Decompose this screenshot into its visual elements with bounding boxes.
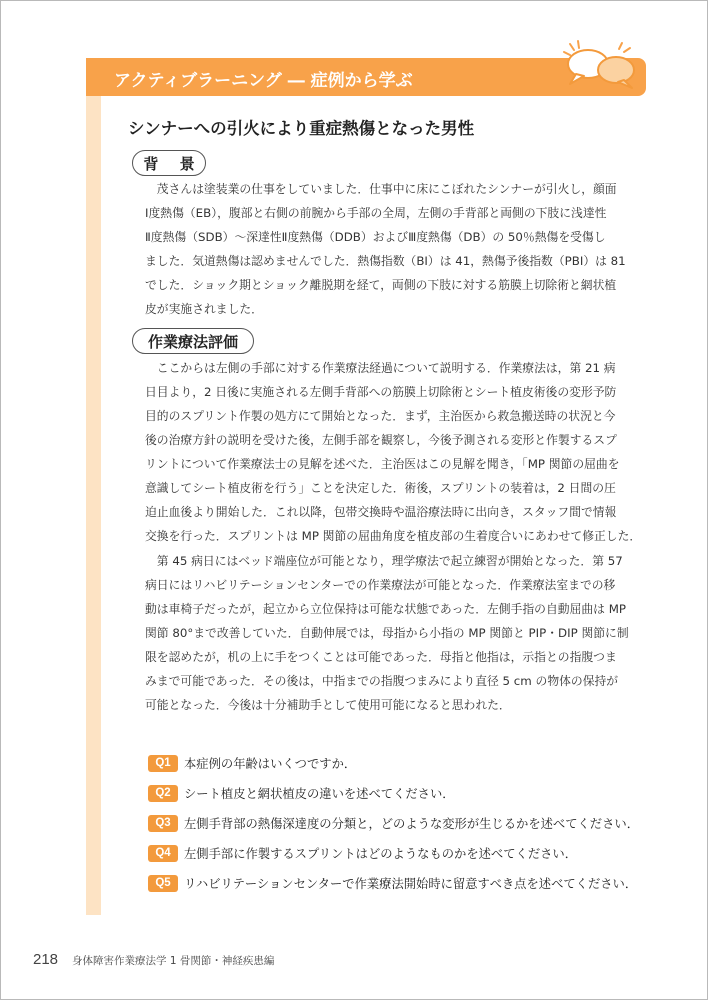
question-badge: Q1 xyxy=(148,755,178,772)
question-text: シート植皮と網状植皮の違いを述べてください． xyxy=(184,787,455,801)
text-line: みまで可能であった．その後は，中指までの指腹つまみにより直径 5 cm の物体の保持が xyxy=(145,674,619,688)
text-line: Ⅱ度熱傷（SDB）～深達性Ⅱ度熱傷（DDB）およびⅢ度熱傷（DB）の 50％熱傷を受傷し xyxy=(145,230,606,244)
question-item xyxy=(148,868,648,898)
question-badge: Q2 xyxy=(148,785,178,802)
background-paragraph xyxy=(145,177,635,321)
evaluation-heading: 作業療法評価 xyxy=(132,328,254,354)
case-title: シンナーへの引火により重症熱傷となった男性 xyxy=(128,119,475,138)
text-line: ここからは左側の手部に対する作業療法経過について説明する．作業療法は，第 21 病 xyxy=(145,361,616,375)
page-footer xyxy=(33,951,274,968)
text-line: 第 45 病日にはベッド端座位が可能となり，理学療法で起立練習が開始となった．第 57 xyxy=(145,554,623,568)
question-item xyxy=(148,838,648,868)
question-item xyxy=(148,808,648,838)
question-item xyxy=(148,778,648,808)
question-text: リハビリテーションセンターで作業療法開始時に留意すべき点を述べてください． xyxy=(184,877,638,891)
text-line: でした．ショック期とショック離脱期を経て，両側の下肢に対する筋膜上切除術と網状植 xyxy=(145,278,617,292)
text-line: 意識してシート植皮術を行う」ことを決定した．術後，スプリントの装着は，2 日間の圧 xyxy=(145,481,616,495)
book-title: 身体障害作業療法学 1 骨関節・神経疾患編 xyxy=(72,955,275,967)
text-line: Ⅰ度熱傷（EB），腹部と右側の前腕から手部の全周，左側の手背部と両側の下肢に浅達性 xyxy=(145,206,607,220)
text-line: リントについて作業療法士の見解を述べた．主治医はこの見解を聞き，「MP 関節の屈曲を xyxy=(145,457,620,471)
question-text: 左側手部に作製するスプリントはどのようなものかを述べてください． xyxy=(184,847,578,861)
section-header-title: アクティブラーニング ― 症例から学ぶ xyxy=(114,71,413,91)
text-line: 動は車椅子だったが，起立から立位保持は可能な状態であった．左側手指の自動屈曲は MP xyxy=(145,602,627,616)
page-number: 218 xyxy=(33,951,59,968)
text-line: 関節 80°まで改善していた．自動伸展では，母指から小指の MP 関節と PIP・DIP 関節に制 xyxy=(145,626,629,640)
question-badge: Q4 xyxy=(148,845,178,862)
text-line: 茂さんは塗装業の仕事をしていました．仕事中に床にこぼれたシンナーが引火し，顔面 xyxy=(145,182,617,196)
question-badge: Q5 xyxy=(148,875,178,892)
text-line: 交換を行った．スプリントは MP 関節の屈曲角度を植皮部の生着度合いにあわせて修正した． xyxy=(145,529,642,543)
text-line: 限を認めたが，机の上に手をつくことは可能であった．母指と他指は，示指との指腹つま xyxy=(145,650,617,664)
speech-bubbles-icon xyxy=(560,38,640,90)
text-line: 迫止血後より開始した．これ以降，包帯交換時や温浴療法時に出向き，スタッフ間で情報 xyxy=(145,505,617,519)
question-text: 本症例の年齢はいくつですか． xyxy=(184,757,357,771)
question-list xyxy=(148,748,648,898)
text-line: 皮が実施されました． xyxy=(145,302,263,316)
text-line: ました．気道熱傷は認めませんでした．熱傷指数（BI）は 41，熱傷予後指数（PBI）は 81 xyxy=(145,254,626,268)
text-line: 病日にはリハビリテーションセンターでの作業療法が可能となった．作業療法室までの移 xyxy=(145,578,616,592)
margin-accent-bar xyxy=(86,58,101,915)
text-line: 後の治療方針の説明を受けた後，左側手部を観察し，今後予測される変形と作製するスプ xyxy=(145,433,617,447)
text-line: 日目より，2 日後に実施される左側手背部への筋膜上切除術とシート植皮術後の変形予防 xyxy=(145,385,617,399)
question-text: 左側手背部の熱傷深達度の分類と，どのような変形が生じるかを述べてください． xyxy=(184,817,639,831)
question-item xyxy=(148,748,648,778)
evaluation-paragraph-1 xyxy=(145,356,642,548)
text-line: 可能となった．今後は十分補助手として使用可能になると思われた． xyxy=(145,698,511,712)
evaluation-paragraph-2 xyxy=(145,549,635,717)
background-heading: 背 景 xyxy=(132,150,206,176)
question-badge: Q3 xyxy=(148,815,178,832)
text-line: 目的のスプリント作製の処方にて開始となった．まず，主治医から救急搬送時の状況と今 xyxy=(145,409,616,423)
